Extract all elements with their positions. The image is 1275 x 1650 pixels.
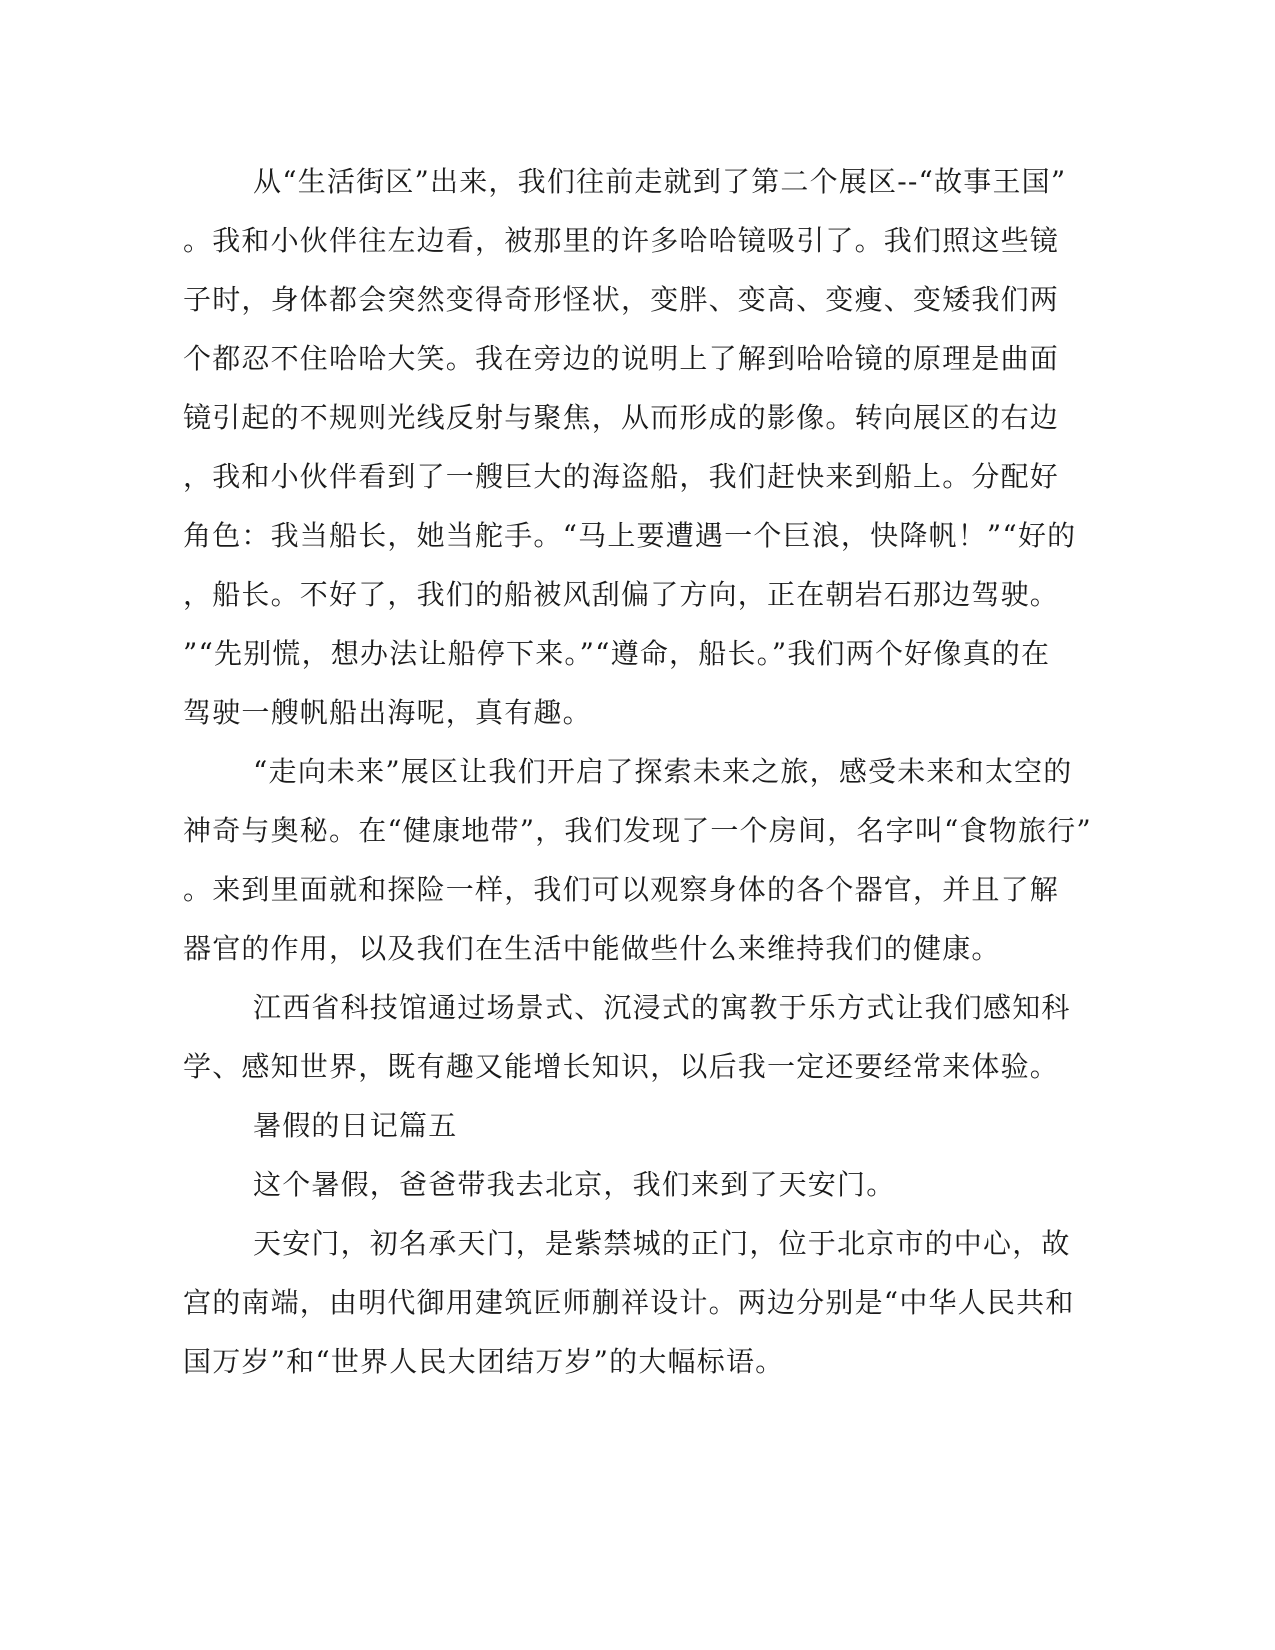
text-line: 学、感知世界，既有趣又能增长知识，以后我一定还要经常来体验。 [183,1050,1060,1083]
text-line: 。来到里面就和探险一样，我们可以观察身体的各个器官，并且了解 [183,873,1060,906]
text-line: 角色：我当船长，她当舵手。“马上要遭遇一个巨浪，快降帆！”“好的 [183,519,1077,552]
section-heading: 暑假的日记篇五 [253,1109,458,1142]
text-line: 驾驶一艘帆船出海呢，真有趣。 [183,696,592,729]
text-line: 从“生活街区”出来，我们往前走就到了第二个展区--“故事王国” [253,165,1067,198]
text-line: 镜引起的不规则光线反射与聚焦，从而形成的影像。转向展区的右边 [183,401,1060,434]
text-line: ”“先别慌，想办法让船停下来。”“遵命，船长。”我们两个好像真的在 [183,637,1051,670]
text-line: ，船长。不好了，我们的船被风刮偏了方向，正在朝岩石那边驾驶。 [183,578,1060,611]
text-line: 子时，身体都会突然变得奇形怪状，变胖、变高、变瘦、变矮我们两 [183,283,1060,316]
text-line: 这个暑假，爸爸带我去北京，我们来到了天安门。 [253,1168,896,1201]
text-line: 江西省科技馆通过场景式、沉浸式的寓教于乐方式让我们感知科 [253,991,1071,1024]
document-body [183,152,1092,1391]
text-line: 天安门，初名承天门，是紫禁城的正门，位于北京市的中心，故 [253,1227,1071,1260]
text-line: 器官的作用，以及我们在生活中能做些什么来维持我们的健康。 [183,932,1001,965]
text-line: 神奇与奥秘。在“健康地带”，我们发现了一个房间，名字叫“食物旅行” [183,814,1092,847]
text-line: 宫的南端，由明代御用建筑匠师蒯祥设计。两边分别是“中华人民共和 [183,1286,1075,1319]
text-line: 国万岁”和“世界人民大团结万岁”的大幅标语。 [183,1345,785,1378]
text-line: 。我和小伙伴往左边看，被那里的许多哈哈镜吸引了。我们照这些镜 [183,224,1060,257]
text-line: ，我和小伙伴看到了一艘巨大的海盗船，我们赶快来到船上。分配好 [183,460,1060,493]
text-line: 个都忍不住哈哈大笑。我在旁边的说明上了解到哈哈镜的原理是曲面 [183,342,1060,375]
text-line: “走向未来”展区让我们开启了探索未来之旅，感受未来和太空的 [253,755,1073,788]
